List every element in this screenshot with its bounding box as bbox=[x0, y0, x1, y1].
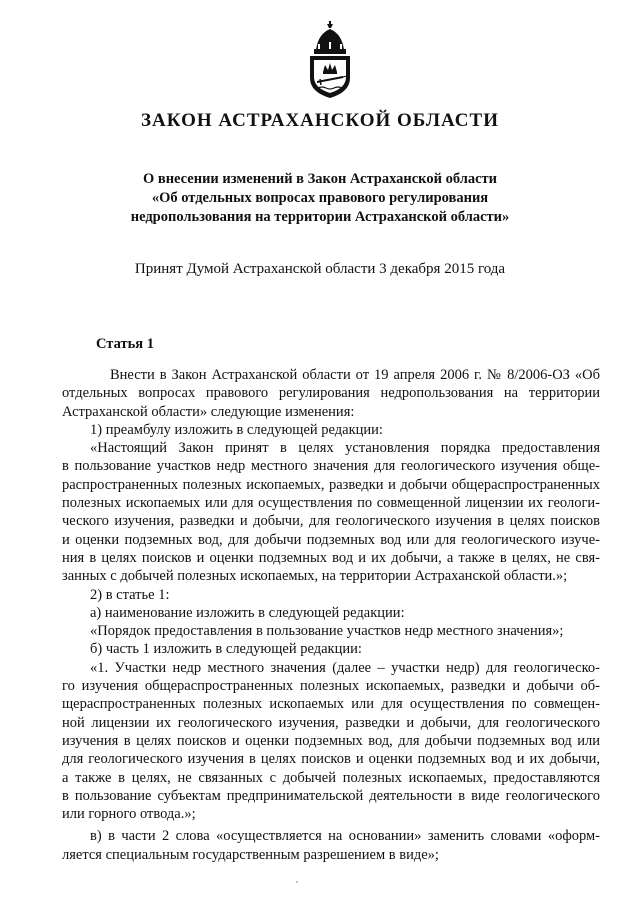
text-line: в пользование участков недр местного значения для геологического изучения обще- bbox=[62, 458, 600, 475]
text-line: полезных ископаемых или для осуществления по совмещенной лицензии их геологи- bbox=[62, 495, 600, 512]
text-line: «1. Участки недр местного значения (далее – участки недр) для геологическо- bbox=[90, 659, 600, 676]
text-line: ния в целях поисков и оценки подземных вод и их добычи, а также в целях, не свя- bbox=[62, 549, 600, 566]
law-subtitle bbox=[80, 170, 560, 227]
text-line: изучения в целях поисков и оценки подземных вод, для добычи подземных вод или bbox=[62, 732, 600, 749]
text-line: занных с добычей полезных ископаемых, на территории Астраханской области.»; bbox=[62, 568, 568, 585]
scan-speck bbox=[295, 880, 299, 884]
law-title: ЗАКОН АСТРАХАНСКОЙ ОБЛАСТИ bbox=[141, 110, 499, 131]
text-line: щераспространенных полезных ископаемых или для осуществления по совмещен- bbox=[62, 696, 600, 713]
text-line: а также в целях, не связанных с добычей полезных ископаемых, предоставляются bbox=[62, 769, 600, 786]
text-line: или горного отвода.»; bbox=[62, 806, 196, 823]
text-line: отдельных вопросах правового регулирования недропользования на территории bbox=[62, 385, 600, 402]
adoption-line: Принят Думой Астраханской области 3 декабря 2015 года bbox=[134, 261, 506, 277]
article-body bbox=[62, 366, 600, 864]
text-line: в) в части 2 слова «осуществляется на основании» заменить словами «оформ- bbox=[90, 828, 600, 845]
text-line: ческого изучения, разведки и добычи, для геологического изучения в целях поисков bbox=[62, 513, 600, 530]
text-line: го изучения общераспространенных полезных ископаемых, разведки и добычи об- bbox=[62, 678, 600, 695]
text-line: «Порядок предоставления в пользование участков недр местного значения»; bbox=[90, 623, 564, 640]
text-line: и оценки подземных вод, для добычи подземных вод или для геологического изуче- bbox=[62, 531, 600, 548]
text-line: 2) в статье 1: bbox=[90, 586, 170, 603]
text-line: в пользование субъектам предпринимательской деятельности в виде геологического bbox=[62, 787, 600, 804]
subtitle-line: «Об отдельных вопросах правового регулирования bbox=[151, 190, 489, 206]
text-line: для геологического изучения в целях поисков и оценки подземных вод и их добычи, bbox=[62, 751, 600, 768]
text-line: а) наименование изложить в следующей редакции: bbox=[90, 604, 405, 621]
text-line: распространенных полезных ископаемых, разведки и добычи общераспространенных bbox=[62, 476, 600, 493]
article-heading: Статья 1 bbox=[96, 336, 154, 352]
subtitle-line: недропользования на территории Астраханской области» bbox=[130, 209, 510, 225]
text-line: 1) преамбулу изложить в следующей редакции: bbox=[90, 421, 383, 438]
text-line: Внести в Закон Астраханской области от 19 апреля 2006 г. № 8/2006-ОЗ «Об bbox=[110, 367, 600, 383]
subtitle-line: О внесении изменений в Закон Астраханской области bbox=[142, 171, 498, 187]
text-line: б) часть 1 изложить в следующей редакции: bbox=[90, 641, 362, 658]
text-line: ной лицензии их геологического изучения, разведки и добычи, для геологического bbox=[62, 714, 600, 731]
text-line: Астраханской области» следующие изменения: bbox=[62, 403, 355, 420]
text-line: «Настоящий Закон принят в целях установления порядка предоставления bbox=[90, 440, 600, 457]
coat-of-arms-icon bbox=[300, 20, 360, 100]
text-line: ляется специальным государственным разрешением в виде»; bbox=[62, 846, 439, 863]
